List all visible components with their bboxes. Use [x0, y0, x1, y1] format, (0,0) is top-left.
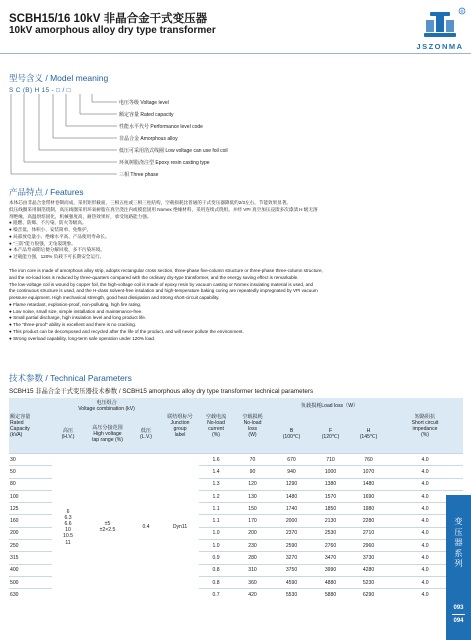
table-cell: 2590: [272, 540, 311, 552]
feature-line: [9, 220, 454, 227]
page-number-top: 093: [453, 605, 464, 611]
model-item: 性能水平代号 Performance level code: [119, 124, 203, 130]
tech-heading: 技术参数 / Technical Parameters: [9, 373, 132, 383]
feature-line: [9, 247, 454, 254]
sidebar-label: 变 压 器 系 列: [454, 517, 463, 568]
table-cell: 70: [233, 454, 272, 466]
table-cell: 4.0: [387, 576, 463, 588]
bullet-icon: ●: [9, 227, 14, 232]
table-cell: 6290: [350, 589, 387, 601]
table-cell: 130: [233, 490, 272, 502]
table-cell: 1.3: [199, 478, 233, 490]
header-divider: [0, 53, 471, 54]
table-cell: 1.1: [199, 515, 233, 527]
table-cell: 4.0: [387, 454, 463, 466]
table-cell: 1740: [272, 503, 311, 515]
table-cell: 2000: [272, 515, 311, 527]
table-cell: 4.0: [387, 515, 463, 527]
table-cell: 250: [9, 540, 52, 552]
table-cell: 3990: [311, 564, 350, 576]
table-cell: 360: [233, 576, 272, 588]
table-cell: 3270: [272, 552, 311, 564]
col-lv: 低压 (L.V.): [131, 414, 161, 454]
table-cell: 1980: [350, 503, 387, 515]
table-cell: 1570: [311, 490, 350, 502]
col-voltage-group: 电压组合 Voltage combination (kV): [52, 398, 161, 414]
table-cell: 100: [9, 490, 52, 502]
col-impedance: 短路阻抗 Short circuit impedance (%): [387, 398, 463, 454]
bullet-icon: ●: [9, 301, 14, 307]
feature-text: 过载能力强，120% 负载下可长期安全运行。: [13, 254, 105, 259]
table-cell: 4880: [311, 576, 350, 588]
table-cell: 5880: [311, 589, 350, 601]
col-hv: 高压 (H.V.): [52, 414, 84, 454]
feature-line: [9, 275, 454, 282]
feature-line: [9, 329, 454, 336]
table-cell: 90: [233, 466, 272, 478]
model-diagram-lines: [9, 94, 129, 176]
table-cell: 710: [311, 454, 350, 466]
table-cell: 4.0: [387, 552, 463, 564]
table-cell: 4.0: [387, 527, 463, 539]
table-cell: 0.9: [199, 552, 233, 564]
bullet-icon: ●: [9, 308, 14, 314]
merged-hv: 6 6.3 6.6 10 10.5 11: [52, 454, 84, 601]
feature-text: This product can be decomposed and recycled after the life of the product, and will never pollute the environment.: [12, 328, 244, 334]
svg-text:®: ®: [460, 8, 464, 14]
feature-line: [9, 268, 454, 275]
col-capacity: 额定容量 Rated Capacity (kVA): [9, 398, 52, 454]
feature-text: and the no-load loss is reduced by three-quarters compared with the ordinary dry-type transformer, and the energy saving effect is remarkable.: [9, 274, 299, 280]
feature-line: [9, 302, 454, 309]
table-cell: 2710: [350, 527, 387, 539]
table-cell: 230: [233, 540, 272, 552]
feature-line: [9, 309, 454, 316]
feature-text: 阻燃、防爆、不污染、防火等级高。: [13, 220, 87, 226]
table-cell: 1.1: [199, 503, 233, 515]
table-cell: 1.0: [199, 527, 233, 539]
table-cell: 30: [9, 454, 52, 466]
table-cell: 5530: [272, 589, 311, 601]
table-cell: 4.0: [387, 478, 463, 490]
table-cell: 4.0: [387, 503, 463, 515]
feature-line: [9, 315, 454, 322]
model-item: 额定容量 Rated capacity: [119, 112, 174, 118]
feature-text: 低压线圈采用铜箔绕制，高压线圈采用环氧树脂在真空浇注内或模套固用 Nomex 绝缘材料，采用连续式绕组。并经 VPI 真空加压浸渍多次漆渍 H 级无溶: [9, 206, 318, 212]
table-cell: 4280: [350, 564, 387, 576]
bullet-icon: ●: [9, 247, 14, 253]
table-cell: 2280: [350, 515, 387, 527]
table-cell: 2130: [311, 515, 350, 527]
page-subtitle: 10kV amorphous alloy dry type transformer: [9, 25, 216, 36]
table-cell: 170: [233, 515, 272, 527]
model-item: 三相 Three phase: [119, 172, 159, 178]
feature-line: [9, 282, 454, 289]
table-cell: 940: [272, 466, 311, 478]
table-cell: 120: [233, 478, 272, 490]
table-cell: 420: [233, 589, 272, 601]
feature-line: [9, 227, 454, 234]
table-cell: 760: [350, 454, 387, 466]
bullet-icon: ●: [9, 233, 14, 239]
table-cell: 4.0: [387, 589, 463, 601]
model-heading: 型号含义 / Model meaning: [9, 73, 109, 83]
page-title: SCBH15/16 10kV 非晶合金干式变压器: [9, 13, 208, 25]
model-code: S C (B) H 15 - □ / □: [9, 87, 71, 94]
table-cell: 4.0: [387, 540, 463, 552]
table-cell: 50: [9, 466, 52, 478]
page-number-divider: [452, 614, 465, 615]
feature-line: [9, 207, 454, 214]
feature-line: [9, 322, 454, 329]
table-cell: 1070: [350, 466, 387, 478]
table-cell: 1850: [311, 503, 350, 515]
table-cell: 3470: [311, 552, 350, 564]
model-item: 低压可采用箔式线圈 Low voltage can use foil coil: [119, 148, 228, 154]
bullet-icon: ●: [9, 220, 14, 226]
col-load-loss: 负载损耗Load loss（W）: [272, 398, 387, 414]
table-cell: 1690: [350, 490, 387, 502]
feature-text: 本体芯由非晶合金带材卷制而成，采用矩形截面，三相五柱或三相三柱结构，空载损耗比普通的干式变压器降低约2/3左右，节能效果显著。: [9, 200, 292, 205]
feature-text: the continuous structure is used, and the H-class solvent-free insulation and high-temperature baking curing are repeatedly impregnated by VPI vacuum: [9, 288, 318, 294]
feature-text: Low noise, small size, simple installation and maintenance-free.: [13, 308, 143, 314]
table-cell: 150: [233, 503, 272, 515]
feature-line: [9, 254, 454, 261]
bullet-icon: ●: [9, 254, 14, 259]
table-cell: 1.6: [199, 454, 233, 466]
table-cell: 1.4: [199, 466, 233, 478]
table-cell: 630: [9, 589, 52, 601]
features-en: [9, 268, 454, 342]
table-cell: 3750: [272, 564, 311, 576]
table-cell: 310: [233, 564, 272, 576]
table-cell: 4.0: [387, 490, 463, 502]
page-number-bottom: 094: [453, 618, 464, 624]
table-cell: 2370: [272, 527, 311, 539]
table-cell: 400: [9, 564, 52, 576]
feature-line: [9, 288, 454, 295]
table-cell: 280: [233, 552, 272, 564]
table-cell: 2530: [311, 527, 350, 539]
feature-text: 噪音低、体积小、安装简单、免维护。: [13, 227, 92, 232]
col-junction: 联结组标号 Junction group label: [161, 398, 199, 454]
model-item: 环氧树脂浇注型 Epoxy resin casting type: [119, 160, 210, 166]
table-cell: 0.7: [199, 589, 233, 601]
feature-line: [9, 214, 454, 221]
feature-text: The iron core is made of amorphous alloy strip, adopts rectangular cross section, three-phase five-column structure or three-phase three-column structure,: [9, 268, 323, 273]
feature-text: 本产品寿命期后便分解回收，多不污染环境。: [13, 247, 105, 253]
feature-text: The low-voltage coil is wound by copper foil, the high-voltage coil is made of epoxy resin by vacuum casting or Nomex insulating material is used, and: [9, 281, 314, 287]
table-cell: 1.2: [199, 490, 233, 502]
table-cell: 5230: [350, 576, 387, 588]
table-cell: 80: [9, 478, 52, 490]
table-cell: 0.8: [199, 564, 233, 576]
bullet-icon: ●: [9, 322, 13, 327]
feature-line: [9, 241, 454, 248]
table-row: [9, 454, 463, 466]
col-h: H (145℃): [350, 414, 387, 454]
table-cell: 1480: [272, 490, 311, 502]
feature-line: [9, 336, 454, 343]
table-cell: 125: [9, 503, 52, 515]
table-cell: 4.0: [387, 466, 463, 478]
table-cell: 670: [272, 454, 311, 466]
col-tap: 高压分接范围 High voltage tap range (%): [84, 414, 131, 454]
bullet-icon: ●: [9, 335, 14, 341]
col-f: F (120℃): [311, 414, 350, 454]
feature-text: Flame retardant, explosion-proof, non-polluting, high fire rating.: [13, 301, 142, 307]
table-cell: 1480: [350, 478, 387, 490]
model-item: 电压等级 Voltage level: [119, 100, 169, 106]
bullet-icon: ●: [9, 328, 13, 334]
merged-lv: 0.4: [131, 454, 161, 601]
table-cell: 315: [9, 552, 52, 564]
table-cell: 0.8: [199, 576, 233, 588]
feature-text: pressure equipment. High mechanical strength, good heat dissipation and strong short-circuit capability.: [9, 295, 220, 300]
merged-tap: ±5 ±2×2.5: [84, 454, 131, 601]
feature-line: [9, 234, 454, 241]
table-cell: 1290: [272, 478, 311, 490]
table-cell: 2960: [350, 540, 387, 552]
table-cell: 200: [233, 527, 272, 539]
brand-name: JSZONMA: [416, 42, 464, 51]
table-cell: 2760: [311, 540, 350, 552]
feature-line: [9, 295, 454, 302]
table-cell: 4.0: [387, 564, 463, 576]
col-noload-loss: 空载损耗 No-load loss (W): [233, 398, 272, 454]
feature-text: Strong overload capability, long-term safe operation under 120% load.: [13, 335, 156, 341]
table-cell: 3730: [350, 552, 387, 564]
feature-text: Small partial discharge, high insulation level and long product life.: [13, 315, 147, 321]
table-cell: 200: [9, 527, 52, 539]
table-cell: 1380: [311, 478, 350, 490]
feature-text: 局部放电量小、绝缘水平高、产品使用寿命长。: [13, 233, 110, 239]
feature-line: [9, 200, 454, 207]
spec-table: [9, 398, 463, 601]
features-heading: 产品特点 / Features: [9, 187, 84, 197]
feature-text: “三防”能力很强，无龟裂现象。: [13, 240, 76, 246]
table-cell: 500: [9, 576, 52, 588]
table-cell: 160: [9, 515, 52, 527]
feature-text: The “three-proof” ability is excellent and there is no cracking.: [12, 322, 137, 327]
table-cell: 4590: [272, 576, 311, 588]
brand-logo: [412, 6, 468, 54]
model-item: 非晶合金 Amorphous alloy: [119, 136, 178, 142]
table-cell: 1000: [311, 466, 350, 478]
table-title: SCBH15 非晶合金干式变压器技术参数 / SCBH15 amorphous alloy dry type transformer technical parameters: [9, 388, 314, 395]
features-cn: [9, 200, 454, 261]
col-noload-current: 空载电流 No-load current (%): [199, 398, 233, 454]
bullet-icon: ●: [9, 315, 14, 321]
table-cell: 1.0: [199, 540, 233, 552]
feature-text: 剂绝缘，高温烘焙固化，机械强度高，耐热效果好，承受短路能力强。: [9, 213, 152, 219]
merged-junction: Dyn11: [161, 454, 199, 601]
col-b: B (100℃): [272, 414, 311, 454]
bullet-icon: ●: [9, 240, 14, 246]
